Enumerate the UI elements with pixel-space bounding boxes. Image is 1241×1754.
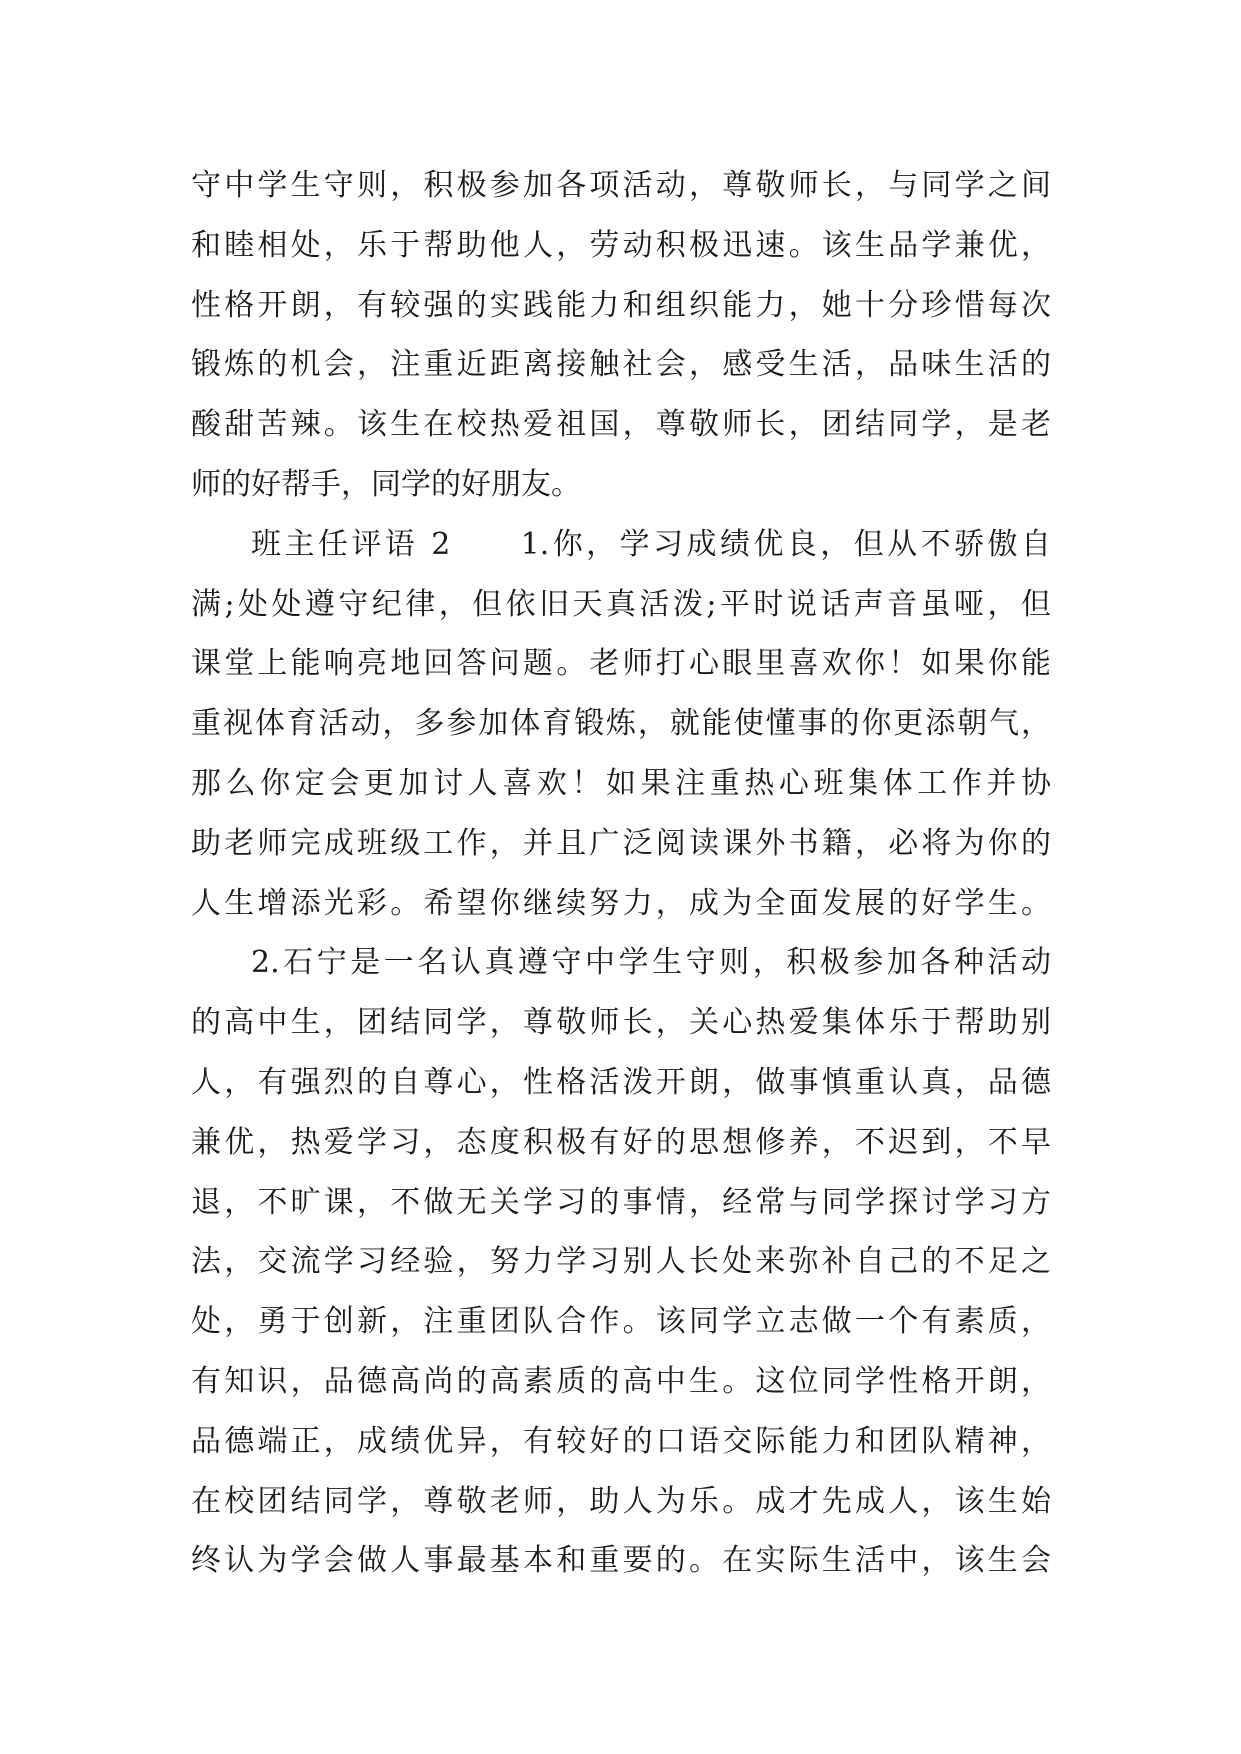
- text-line: 的高中生，团结同学，尊敬师长，关心热爱集体乐于帮助别: [191, 1005, 1051, 1041]
- text-line: 终认为学会做人事最基本和重要的。在实际生活中，该生会: [191, 1543, 1051, 1579]
- text-line: 人生增添光彩。希望你继续努力，成为全面发展的好学生。: [191, 885, 1051, 921]
- text-line: 酸甜苦辣。该生在校热爱祖国，尊敬师长，团结同学，是老: [191, 407, 1051, 443]
- text-line: 那么你定会更加讨人喜欢！如果注重热心班集体工作并协: [191, 765, 1051, 801]
- text-line: 在校团结同学，尊敬老师，助人为乐。成才先成人，该生始: [191, 1483, 1051, 1519]
- text-line: 退，不旷课，不做无关学习的事情，经常与同学探讨学习方: [191, 1184, 1051, 1220]
- text-line: 师的好帮手，同学的好朋友。: [191, 466, 581, 502]
- text-line: 班主任评语 2 1.你，学习成绩优良，但从不骄傲自: [251, 526, 1051, 562]
- body-text: [191, 156, 1051, 1591]
- text-line: 有知识，品德高尚的高素质的高中生。这位同学性格开朗，: [191, 1363, 1051, 1399]
- text-line: 重视体育活动，多参加体育锻炼，就能使懂事的你更添朝气，: [191, 706, 1051, 742]
- text-line: 处，勇于创新，注重团队合作。该同学立志做一个有素质，: [191, 1304, 1051, 1340]
- text-line: 锻炼的机会，注重近距离接触社会，感受生活，品味生活的: [191, 347, 1051, 383]
- text-line: 和睦相处，乐于帮助他人，劳动积极迅速。该生品学兼优，: [191, 227, 1051, 263]
- text-line: 2.石宁是一名认真遵守中学生守则，积极参加各种活动: [251, 945, 1051, 981]
- text-line: 性格开朗，有较强的实践能力和组织能力，她十分珍惜每次: [191, 287, 1051, 323]
- text-line: 课堂上能响亮地回答问题。老师打心眼里喜欢你！如果你能: [191, 646, 1051, 682]
- text-line: 满;处处遵守纪律，但依旧天真活泼;平时说话声音虽哑，但: [191, 586, 1051, 622]
- text-line: 助老师完成班级工作，并且广泛阅读课外书籍，必将为你的: [191, 825, 1051, 861]
- text-line: 人，有强烈的自尊心，性格活泼开朗，做事慎重认真，品德: [191, 1064, 1051, 1100]
- text-line: 品德端正，成绩优异，有较好的口语交际能力和团队精神，: [191, 1423, 1051, 1459]
- text-line: 守中学生守则，积极参加各项活动，尊敬师长，与同学之间: [191, 168, 1051, 203]
- text-line: 法，交流学习经验，努力学习别人长处来弥补自己的不足之: [191, 1244, 1051, 1280]
- text-line: 兼优，热爱学习，态度积极有好的思想修养，不迟到，不早: [191, 1124, 1051, 1160]
